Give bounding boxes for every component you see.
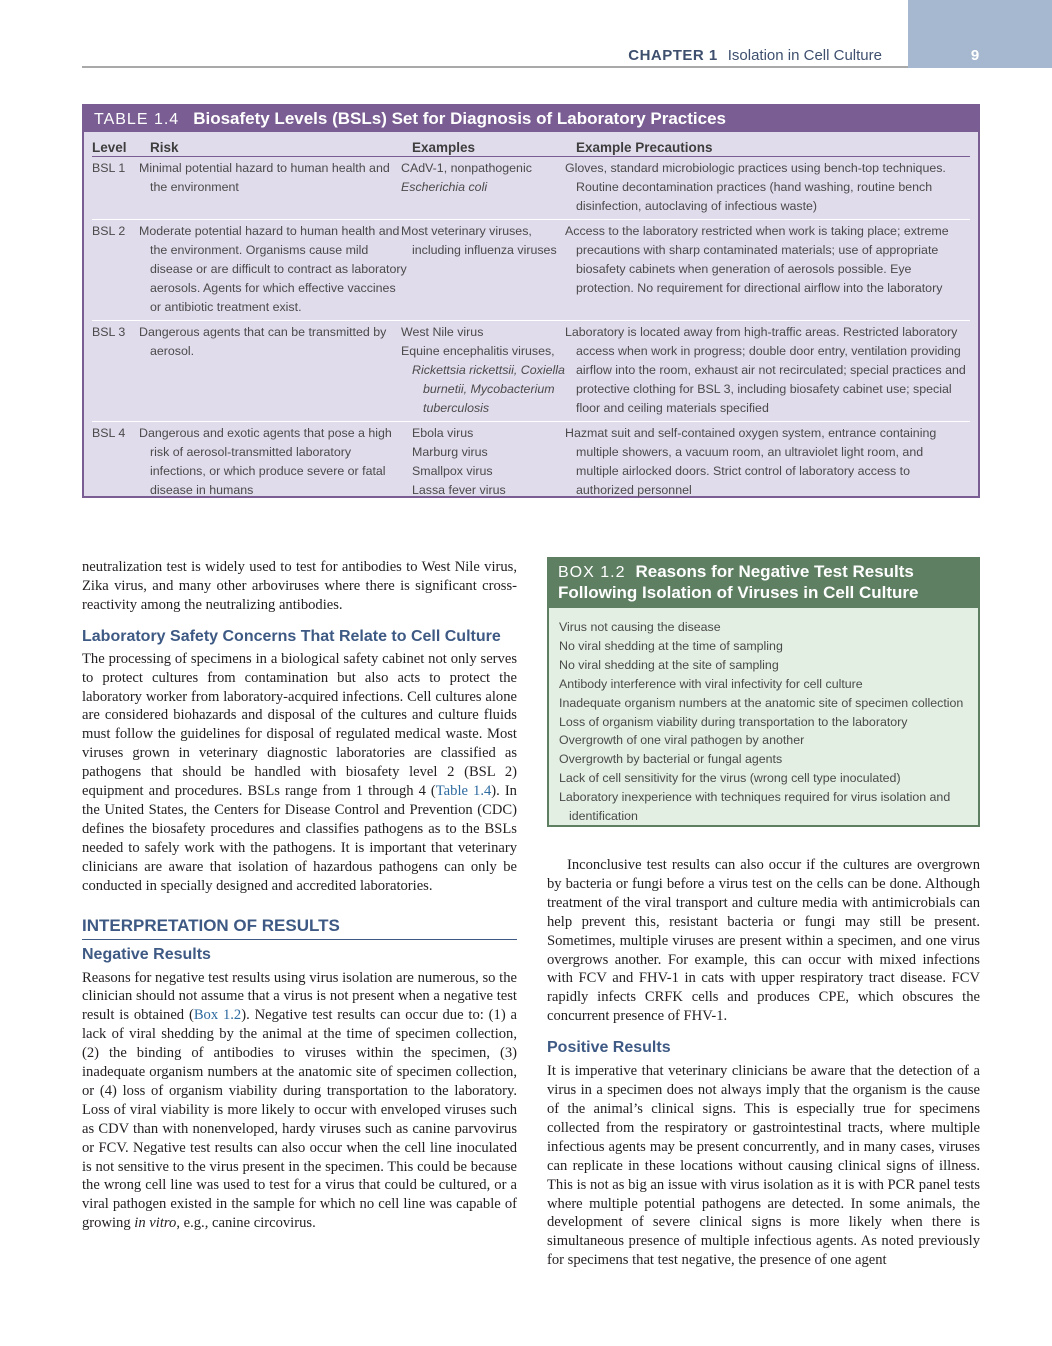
text-run: The processing of specimens in a biological safety cabinet not only serves to protect cultures from contamination but also acts to protect the laboratory worker from laboratory-acquired infections. Cell cultures alone are considered biohazards and disposal of the cultures and culture fluids must follow the guidelines for disposal of regulated medical waste. Most viruses grown in veterinary diagnostic laboratories are classified as pathogens that should be handled with biosafety level 2 (BSL 2) equipment and procedures. BSLs range from 1 through 4 ( [82,650,517,800]
text-run: , e.g., canine circovirus. [176,1215,316,1232]
table-1-4-link[interactable]: Table 1.4 [435,783,492,800]
example-item: Most veterinary viruses, including influenza viruses [401,224,557,257]
table-row [92,422,970,504]
text-run: ). In the United States, the Centers for Disease Control and Prevention (CDC) defines the biosafety procedures and classifies pathogens as to the BSLs needed to safely work with the pathogens. It is important that veterinary clinicians are aware that isolation of hazardous pathogens can only be conducted in specially designed and accredited laboratories. [82,783,517,894]
page-number-tab [908,0,1052,68]
paragraph-negative-results [82,969,517,1234]
list-item: Inadequate organism numbers at the anatomic site of specimen collection [559,695,964,710]
text-run: ). Negative test results can occur due to: (1) a lack of viral shedding by the animal at the time of specimen collection, (2) the binding of antibodies to viruses within the specimen, (3) inadequate organism numbers at the anatomic site of specimen collection, or (4) loss of organism viability during transportation to the laboratory. Loss of viral viability is more likely to occur with enveloped viruses such as CDV than with nonenveloped, hardy viruses such as canine parvovirus or FCV. Negative test results can also occur when the cell line inoculated is not sensitive to the virus present in the specimen. This could be because the wrong cell line was used to test for a virus that could be cultured, or a viral pathogen existed in the sample for which no cell line was capable of growing [82,1007,518,1232]
box-1-2 [547,557,980,827]
example-item: Rickettsia rickettsii, Coxiella burnetii, Mycobacterium tuberculosis [412,363,565,415]
example-item: Escherichia coli [401,180,488,194]
chapter-label: CHAPTER 1 [628,47,718,64]
cell-risk: Dangerous and exotic agents that pose a high risk of aerosol-transmitted laboratory infections, or which produce severe or fatal disease in humans [150,422,412,504]
list-item: Antibody interference with viral infectivity for cell culture [559,676,863,691]
cell-precautions: Gloves, standard microbiologic practices using bench-top techniques. Routine decontamination practices (hand washing, routine bench disinfection, autoclaving of infectious waste) [565,161,946,213]
table-row [92,220,970,321]
paragraph-neutralization: neutralization test is widely used to test for antibodies to West Nile virus, Zika virus, and many other arboviruses where there is significant cross-reactivity among the neutralizing antibodies. [82,559,517,613]
left-column [82,558,517,1233]
cell-examples [401,157,576,220]
heading-interpretation: INTERPRETATION OF RESULTS [82,916,517,940]
example-item: Equine encephalitis viruses, [401,344,555,358]
list-item: No viral shedding at the site of sampling [559,657,779,672]
cell-precautions: Hazmat suit and self-contained oxygen system, entrance containing multiple showers, a vacuum room, an ultraviolet light room, and multiple airlocked doors. Strict control of laboratory access to authorized personnel [576,422,970,504]
cell-examples [412,422,576,504]
list-item: Virus not causing the disease [559,620,721,634]
cell-level: BSL 4 [92,422,150,504]
box-1-2-link[interactable]: Box 1.2 [193,1007,242,1024]
cell-risk: Dangerous agents that can be transmitted by aerosol. [150,321,412,422]
example-item: Ebola virus [412,426,474,440]
paragraph-positive-results: It is imperative that veterinary clinicians be aware that the detection of a virus in a specimen does not always imply that the organism is the cause of the animal’s clinical signs. This is especially true for specimens collected from the respiratory or gastrointestinal tracts, where multiple infectious agents may be present concurrently, and in many cases, viruses can replicate in these locations without causing clinical signs of illness. This is not as big an issue with virus isolation as it is with PCR panel tests where multiple potential pathogens are detected. In some animals, the development of severe clinical signs is more likely when there is simultaneous presence of multiple infectious agents. As noted previously for specimens that test negative, the presence of one agent [547,1063,980,1269]
heading-negative-results: Negative Results [82,945,211,963]
table-title-bar [84,106,978,132]
heading-positive-results: Positive Results [547,1039,671,1057]
table-header-row [92,140,970,157]
biosafety-table [92,140,970,503]
cell-risk: Moderate potential hazard to human health and the environment. Organisms cause mild disease or are difficult to contract as laboratory aerosols. Agents for which effective vaccines or antibiotic treatment exist. [150,220,412,321]
chapter-title: Isolation in Cell Culture [727,47,882,64]
running-head [628,47,882,64]
list-item: Lack of cell sensitivity for the virus (wrong cell type inoculated) [559,771,901,786]
cell-level: BSL 2 [92,220,150,321]
box-title: Reasons for Negative Test Results Following Isolation of Viruses in Cell Culture [558,562,919,602]
cell-examples [401,321,576,422]
paragraph-lab-safety [82,650,517,896]
cell-precautions: Access to the laboratory restricted when work is taking place; extreme precautions with sharp contaminated materials; use of appropriate biosafety cabinets when generation of aerosols possible. Eye protection. No requirement for directional airflow into the laboratory [576,220,970,321]
right-column [547,856,980,1270]
table-row [92,157,970,220]
page-header [0,0,1052,68]
col-header-level: Level [92,140,150,157]
col-header-examples: Examples [412,140,576,157]
list-item: Laboratory inexperience with techniques required for virus isolation and identification [559,790,951,824]
box-title-bar [549,559,978,608]
list-item: Overgrowth of one viral pathogen by another [559,733,805,748]
biosafety-table-box [82,104,980,498]
table-number: TABLE 1.4 [94,111,180,128]
example-item: Marburg virus [412,445,488,459]
cell-precautions: Laboratory is located away from high-traffic areas. Restricted laboratory access when work in progress; double door entry, ventilation providing airflow into the room, exhaust air not recirculated; special practices and protective clothing for BSL 3, including biosafety cabinet use; special floor and ceiling materials specified [576,321,970,422]
cell-examples [401,220,576,321]
box-reason-list [549,608,978,826]
table-row [92,321,970,422]
text-run: Reasons for negative test results using virus isolation are numerous, so the clinician should not assume that a virus is not present when a negative test result is obtained ( [82,969,517,1024]
col-header-precautions: Example Precautions [576,140,970,157]
list-item: No viral shedding at the time of sampling [559,638,783,653]
example-item: Smallpox virus [412,464,493,478]
example-item: CAdV-1, nonpathogenic [401,161,532,175]
text-run-italic: in vitro [134,1215,177,1232]
cell-level: BSL 1 [92,161,126,175]
heading-lab-safety: Laboratory Safety Concerns That Relate to Cell Culture [82,627,501,645]
paragraph-inconclusive: Inconclusive test results can also occur if the cultures are overgrown by bacteria or fungi before a virus test on the cells can be done. Although treatment of the viral transport and culture media with antimicrobials can help prevent this, resistant bacteria or fungi may still be present. Sometimes, multiple viruses are present within a specimen, and one virus overgrows another. For example, this can occur with mixed infections with FCV and FHV-1 in cats with upper respiratory tract disease. FCV rapidly infects CRFK cells and produces CPE, which obscures the concurrent presence of FHV-1. [547,857,980,1025]
example-item: Lassa fever virus [412,483,506,497]
cell-risk: Minimal potential hazard to human health and the environment [139,161,390,194]
table-title: Biosafety Levels (BSLs) Set for Diagnosis of Laboratory Practices [193,109,727,128]
col-header-risk: Risk [150,140,412,157]
example-item: West Nile virus [401,325,484,339]
box-number: BOX 1.2 [558,564,626,581]
list-item: Loss of organism viability during transportation to the laboratory [559,714,908,729]
page-number: 9 [970,47,980,64]
header-rule [82,66,908,68]
list-item: Overgrowth by bacterial or fungal agents [559,752,783,767]
cell-level: BSL 3 [92,321,150,422]
